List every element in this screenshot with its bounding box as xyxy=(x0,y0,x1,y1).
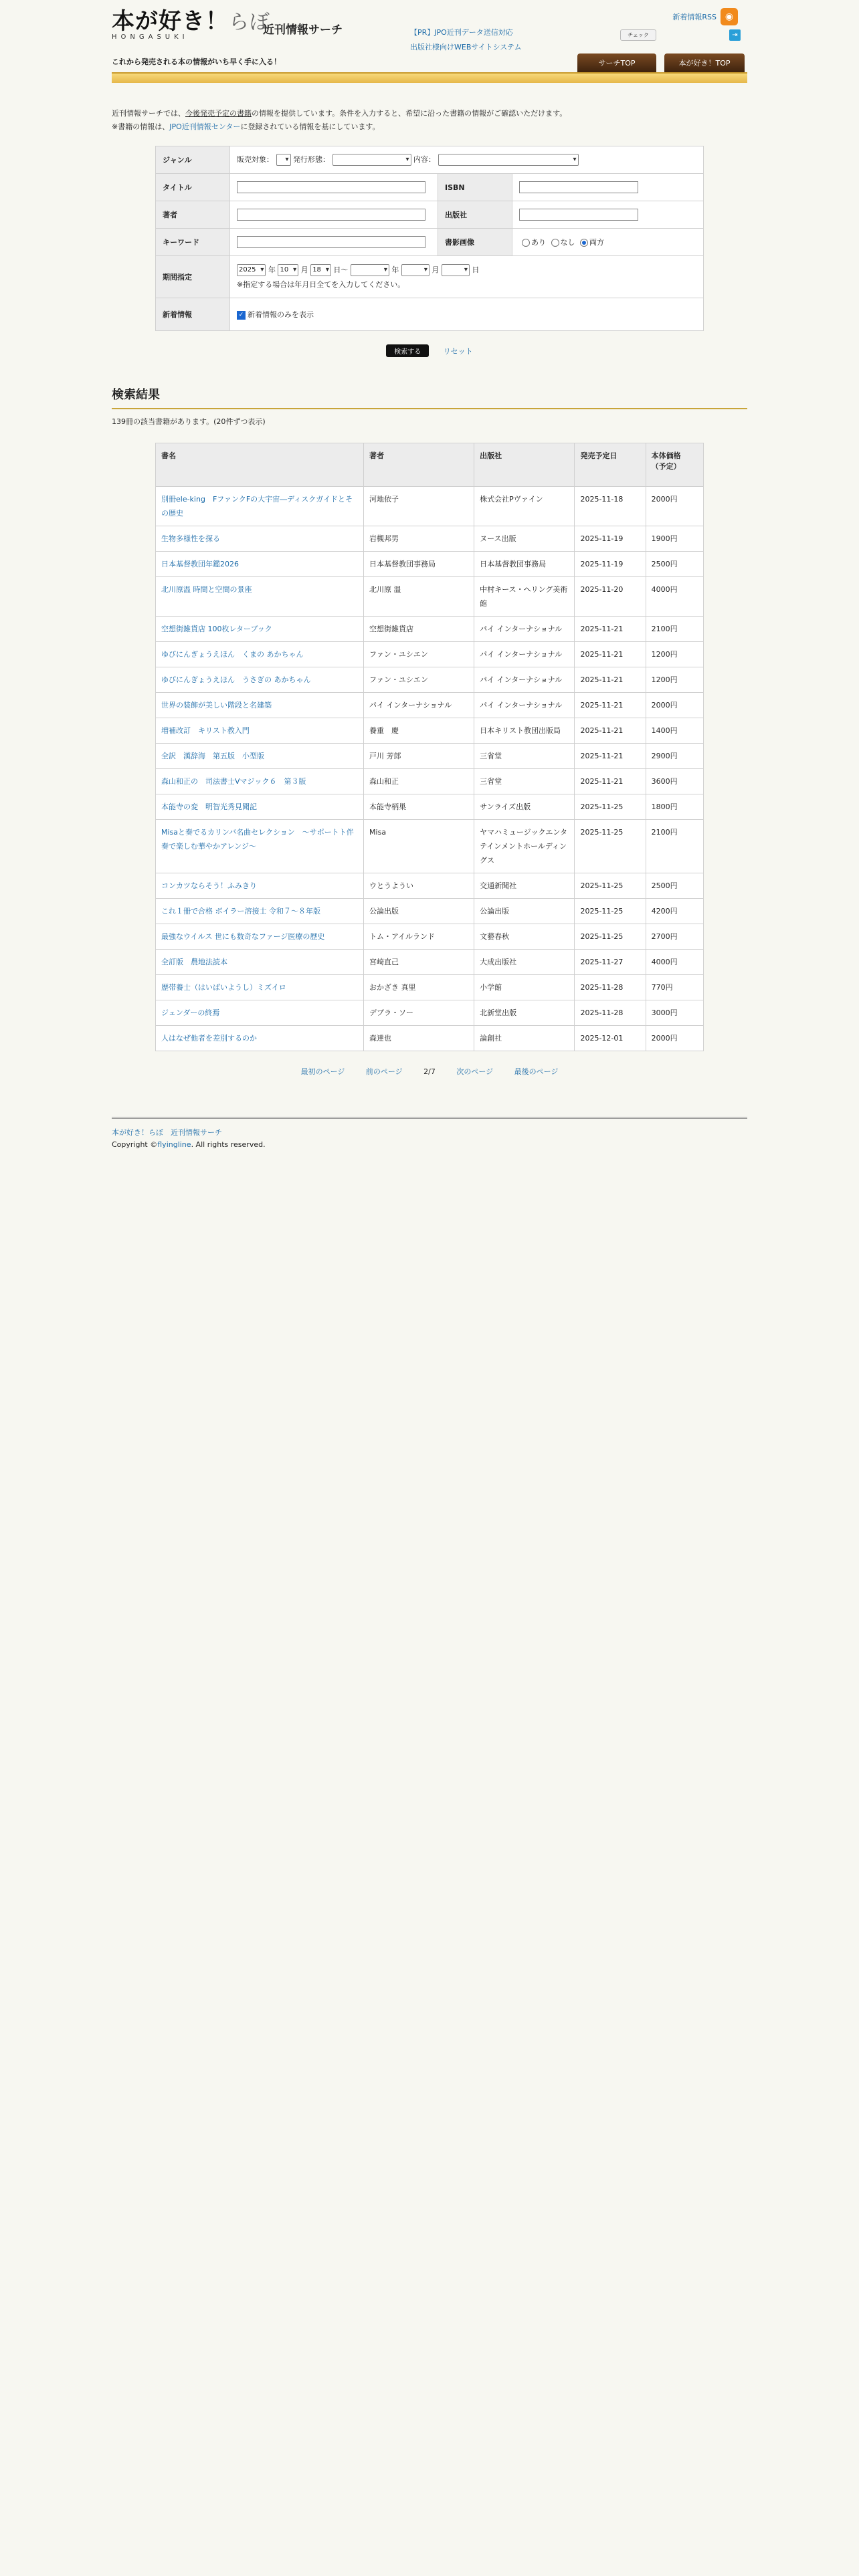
table-row xyxy=(156,950,704,975)
search-form xyxy=(155,146,704,331)
cell-title[interactable]: 日本基督教団年鑑2026 xyxy=(156,552,364,577)
cell-date: 2025-11-28 xyxy=(575,1000,646,1026)
cell-publisher: 論創社 xyxy=(474,1026,575,1051)
cover-radio-both[interactable] xyxy=(580,239,588,247)
cell-date: 2025-11-25 xyxy=(575,899,646,924)
cell-date: 2025-11-25 xyxy=(575,820,646,873)
rss-link[interactable] xyxy=(672,8,738,25)
new-only-label: 新着情報のみを表示 xyxy=(248,310,314,319)
nav-search-top[interactable]: サーチTOP xyxy=(577,53,656,74)
reset-button[interactable]: リセット xyxy=(443,347,473,356)
cell-title[interactable]: Misaと奏でるカリンバ名曲セレクション ～サポートト伴奏で楽しむ華やかアレンジ～ xyxy=(156,820,364,873)
isbn-input[interactable] xyxy=(519,181,638,193)
cell-price: 2100円 xyxy=(646,820,703,873)
cell-price: 4000円 xyxy=(646,950,703,975)
results-table xyxy=(155,443,704,1051)
cell-price: 3000円 xyxy=(646,1000,703,1026)
cell-publisher: パイ インターナショナル xyxy=(474,642,575,667)
cell-title[interactable]: ジェンダーの終焉 xyxy=(156,1000,364,1026)
intro-text-3: ※書籍の情報は、 xyxy=(112,122,170,131)
pr-link-system[interactable]: 出版社様向けWEBサイトシステム xyxy=(410,43,522,51)
cell-date: 2025-11-27 xyxy=(575,950,646,975)
check-button[interactable]: チェック xyxy=(620,29,656,41)
cell-author: トム・アイルランド xyxy=(364,924,474,950)
table-row xyxy=(156,617,704,642)
cell-date: 2025-11-21 xyxy=(575,642,646,667)
site-header xyxy=(112,0,747,80)
cell-publisher: ヌース出版 xyxy=(474,526,575,552)
cell-title[interactable]: 北川原温 時間と空間の景座 xyxy=(156,577,364,617)
cell-title[interactable]: ゆびにんぎょうえほん くまの あかちゃん xyxy=(156,642,364,667)
cell-price: 2500円 xyxy=(646,873,703,899)
intro-text-1: 近刊情報サーチでは、 xyxy=(112,109,185,118)
cell-author: Misa xyxy=(364,820,474,873)
publisher-input[interactable] xyxy=(519,209,638,221)
to-year-select[interactable] xyxy=(351,264,389,276)
cell-date: 2025-11-25 xyxy=(575,924,646,950)
genre-label: ジャンル xyxy=(156,146,230,174)
genre-target-label: 販売対象： xyxy=(237,155,274,164)
table-row xyxy=(156,642,704,667)
cell-author: 河地依子 xyxy=(364,487,474,526)
cell-title[interactable]: 増補改訂 キリスト教入門 xyxy=(156,718,364,744)
col-date: 発売予定日 xyxy=(575,443,646,487)
cover-radio-no[interactable] xyxy=(551,239,559,247)
cell-title[interactable]: 空想街雑貨店 100枚レターブック xyxy=(156,617,364,642)
pager xyxy=(112,1066,747,1077)
to-day-select[interactable] xyxy=(442,264,470,276)
author-label: 著者 xyxy=(156,201,230,229)
cell-price: 770円 xyxy=(646,975,703,1000)
table-row xyxy=(156,744,704,769)
cell-title[interactable]: 歴帯養士（はいばいようし）ミズイロ xyxy=(156,975,364,1000)
from-day-unit: 日～ xyxy=(333,265,349,274)
footer-site-link[interactable]: 本が好き！らぼ 近刊情報サーチ xyxy=(112,1128,222,1137)
table-row xyxy=(156,693,704,718)
cell-date: 2025-11-21 xyxy=(575,617,646,642)
publisher-label: 出版社 xyxy=(438,201,512,229)
cell-date: 2025-11-20 xyxy=(575,577,646,617)
nav-hongasuki-top[interactable]: 本が好き！TOP xyxy=(664,53,745,74)
cell-title[interactable]: 別冊ele-king FファンクFの大宇宙―ディスクガイドとその歴史 xyxy=(156,487,364,526)
pager-next[interactable]: 次のページ xyxy=(456,1067,494,1076)
cell-date: 2025-11-19 xyxy=(575,552,646,577)
logo-ra: らぼ xyxy=(229,11,270,34)
cell-date: 2025-11-21 xyxy=(575,769,646,794)
copyright-post: . All rights reserved. xyxy=(191,1140,266,1149)
cell-date: 2025-11-19 xyxy=(575,526,646,552)
cell-publisher: 三省堂 xyxy=(474,769,575,794)
cover-radio-yes[interactable] xyxy=(522,239,530,247)
cell-date: 2025-11-21 xyxy=(575,667,646,693)
cover-opt-no: なし xyxy=(560,238,575,247)
cell-publisher: 三省堂 xyxy=(474,744,575,769)
cell-author: 岩槻邦男 xyxy=(364,526,474,552)
cell-title[interactable]: 全訂版 農地法読本 xyxy=(156,950,364,975)
cell-price: 4000円 xyxy=(646,577,703,617)
genre-format-label: 発行形態： xyxy=(293,155,330,164)
pager-current: 2/7 xyxy=(423,1067,436,1076)
header-divider xyxy=(112,72,747,83)
table-row xyxy=(156,487,704,526)
col-publisher: 出版社 xyxy=(474,443,575,487)
cell-author: 森山和正 xyxy=(364,769,474,794)
genre-content-label: 内容： xyxy=(413,155,436,164)
genre-format-select[interactable] xyxy=(332,154,411,166)
rss-icon[interactable]: ◉ xyxy=(721,8,738,25)
page xyxy=(112,0,747,1151)
table-row xyxy=(156,899,704,924)
cell-title[interactable]: 全訳 漢辞海 第五版 小型版 xyxy=(156,744,364,769)
to-day-unit: 日 xyxy=(472,265,480,274)
from-year-select[interactable]: 2025 ▾ xyxy=(237,264,266,276)
cell-price: 1900円 xyxy=(646,526,703,552)
site-title: 近刊情報サーチ xyxy=(263,23,343,37)
intro-text xyxy=(112,107,747,134)
col-price: 本体価格 （予定） xyxy=(646,443,703,487)
table-row xyxy=(156,667,704,693)
cell-publisher: 株式会社Pヴァイン xyxy=(474,487,575,526)
title-label: タイトル xyxy=(156,174,230,201)
cell-publisher: 公論出版 xyxy=(474,899,575,924)
search-button[interactable]: 検索する xyxy=(386,344,429,357)
cell-title[interactable]: 世界の装飾が美しい階段と名建築 xyxy=(156,693,364,718)
table-row xyxy=(156,718,704,744)
cell-publisher: 北新堂出版 xyxy=(474,1000,575,1026)
cell-price: 3600円 xyxy=(646,769,703,794)
cell-price: 1200円 xyxy=(646,642,703,667)
cell-date: 2025-11-21 xyxy=(575,718,646,744)
cell-date: 2025-11-25 xyxy=(575,873,646,899)
results-heading: 検索結果 xyxy=(112,385,747,409)
from-month-select[interactable]: 10 ▾ xyxy=(278,264,298,276)
cell-price: 4200円 xyxy=(646,899,703,924)
cell-price: 2700円 xyxy=(646,924,703,950)
table-row xyxy=(156,820,704,873)
cell-publisher: 大成出版社 xyxy=(474,950,575,975)
cell-price: 2000円 xyxy=(646,693,703,718)
new-only-checkbox[interactable]: ✓ xyxy=(237,311,246,320)
to-month-select[interactable] xyxy=(401,264,430,276)
rss-label[interactable]: 新着情報RSS xyxy=(672,13,717,21)
to-month-unit: 月 xyxy=(432,265,440,274)
pager-prev[interactable]: 前のページ xyxy=(365,1067,403,1076)
cell-price: 1200円 xyxy=(646,667,703,693)
cell-date: 2025-12-01 xyxy=(575,1026,646,1051)
form-buttons xyxy=(112,344,747,357)
table-row xyxy=(156,924,704,950)
cell-date: 2025-11-18 xyxy=(575,487,646,526)
cell-publisher: 文藝春秋 xyxy=(474,924,575,950)
cell-author: 養重 慶 xyxy=(364,718,474,744)
cell-publisher: 中村キース・ヘリング美術館 xyxy=(474,577,575,617)
cell-author: パイ インターナショナル xyxy=(364,693,474,718)
cell-author: 森達也 xyxy=(364,1026,474,1051)
table-row xyxy=(156,975,704,1000)
period-note: ※指定する場合は年月日全てを入力してください。 xyxy=(237,280,405,289)
table-row xyxy=(156,794,704,820)
copyright-pre: Copyright © xyxy=(112,1140,158,1149)
site-logo[interactable] xyxy=(112,8,270,41)
col-author: 著者 xyxy=(364,443,474,487)
cell-date: 2025-11-21 xyxy=(575,693,646,718)
pager-first[interactable]: 最初のページ xyxy=(300,1067,345,1076)
intro-text-2: の情報を提供しています。条件を入力すると、希望に沿った書籍の情報がご確認いただけます。 xyxy=(252,109,567,118)
to-year-unit: 年 xyxy=(391,265,399,274)
cell-author: 宮崎直己 xyxy=(364,950,474,975)
cell-author: 戸川 芳郎 xyxy=(364,744,474,769)
cell-price: 1400円 xyxy=(646,718,703,744)
cell-author: 本能寺柄巣 xyxy=(364,794,474,820)
cell-publisher: パイ インターナショナル xyxy=(474,617,575,642)
cell-author: ファン・ユシエン xyxy=(364,667,474,693)
title-input[interactable] xyxy=(237,181,425,193)
results-header-row xyxy=(156,443,704,487)
cell-title[interactable]: 人はなぜ他者を差別するのか xyxy=(156,1026,364,1051)
cell-author: デブラ・ソー xyxy=(364,1000,474,1026)
cell-price: 2900円 xyxy=(646,744,703,769)
copyright-link[interactable]: flyingline xyxy=(157,1140,191,1149)
tagline: これから発売される本の情報がいち早く手に入る！ xyxy=(112,58,281,66)
period-label: 期間指定 xyxy=(156,256,230,298)
cell-publisher: 小学館 xyxy=(474,975,575,1000)
from-day-select[interactable]: 18 ▾ xyxy=(310,264,331,276)
genre-target-select[interactable] xyxy=(276,154,291,166)
pr-link-jpo[interactable]: 【PR】JPO近刊データ送信対応 xyxy=(410,28,513,37)
logo-main: 本が好き！ xyxy=(112,8,229,35)
keyword-label: キーワード xyxy=(156,229,230,256)
cell-title[interactable]: コンカツならそう！ふみきり xyxy=(156,873,364,899)
cell-publisher: 日本キリスト教団出版局 xyxy=(474,718,575,744)
genre-content-select[interactable] xyxy=(438,154,579,166)
cell-price: 2100円 xyxy=(646,617,703,642)
share-icon[interactable]: ⇥ xyxy=(729,29,741,41)
intro-underline: 今後発売予定の書籍 xyxy=(185,109,252,118)
table-row xyxy=(156,552,704,577)
cell-date: 2025-11-21 xyxy=(575,744,646,769)
table-row xyxy=(156,769,704,794)
results-body xyxy=(156,487,704,1051)
cover-opt-both: 両方 xyxy=(589,238,604,247)
cell-title[interactable]: これ１冊で合格 ボイラー溶接士 令和７～８年版 xyxy=(156,899,364,924)
cell-price: 2000円 xyxy=(646,1026,703,1051)
cell-title[interactable]: 最強なウイルス 世にも数奇なファージ医療の歴史 xyxy=(156,924,364,950)
cover-label: 書影画像 xyxy=(438,229,512,256)
cell-publisher: パイ インターナショナル xyxy=(474,667,575,693)
logo-sub: HONGASUKI xyxy=(112,33,189,41)
cell-title[interactable]: 森山和正の 司法書士Vマジック６ 第３版 xyxy=(156,769,364,794)
cell-publisher: 日本基督教団事務局 xyxy=(474,552,575,577)
table-row xyxy=(156,526,704,552)
new-label: 新着情報 xyxy=(156,298,230,331)
from-month-unit: 月 xyxy=(300,265,308,274)
cell-author: 公論出版 xyxy=(364,899,474,924)
pager-last[interactable]: 最後のページ xyxy=(514,1067,559,1076)
isbn-label: ISBN xyxy=(438,174,512,201)
copyright xyxy=(112,1139,747,1151)
table-row xyxy=(156,1000,704,1026)
author-input[interactable] xyxy=(237,209,425,221)
cell-price: 1800円 xyxy=(646,794,703,820)
jpo-center-link[interactable]: JPO近刊情報センター xyxy=(169,122,241,131)
keyword-input[interactable] xyxy=(237,236,425,248)
table-row xyxy=(156,873,704,899)
from-year-unit: 年 xyxy=(268,265,276,274)
cell-publisher: 交通新聞社 xyxy=(474,873,575,899)
cell-title[interactable]: 本能寺の変 明智光秀見聞記 xyxy=(156,794,364,820)
cell-publisher: パイ インターナショナル xyxy=(474,693,575,718)
cell-price: 2500円 xyxy=(646,552,703,577)
intro-text-4: に登録されている情報を基にしています。 xyxy=(240,122,380,131)
table-row xyxy=(156,577,704,617)
cell-author: 空想街雑貨店 xyxy=(364,617,474,642)
cell-author: 北川原 温 xyxy=(364,577,474,617)
table-row xyxy=(156,1026,704,1051)
results-count: 139冊の該当書籍があります。(20件ずつ表示) xyxy=(112,417,266,426)
col-title: 書名 xyxy=(156,443,364,487)
cell-author: 日本基督教団事務局 xyxy=(364,552,474,577)
cell-price: 2000円 xyxy=(646,487,703,526)
cell-title[interactable]: ゆびにんぎょうえほん うさぎの あかちゃん xyxy=(156,667,364,693)
cell-publisher: サンライズ出版 xyxy=(474,794,575,820)
cell-title[interactable]: 生物多様性を探る xyxy=(156,526,364,552)
cover-opt-yes: あり xyxy=(531,238,546,247)
cell-date: 2025-11-25 xyxy=(575,794,646,820)
cell-author: ウとうようい xyxy=(364,873,474,899)
cell-author: ファン・ユシエン xyxy=(364,642,474,667)
cell-author: おかざき 真里 xyxy=(364,975,474,1000)
cell-date: 2025-11-28 xyxy=(575,975,646,1000)
pr-links xyxy=(410,25,522,55)
cell-publisher: ヤマハミュージックエンタテインメントホールディングス xyxy=(474,820,575,873)
site-footer xyxy=(112,1117,747,1151)
